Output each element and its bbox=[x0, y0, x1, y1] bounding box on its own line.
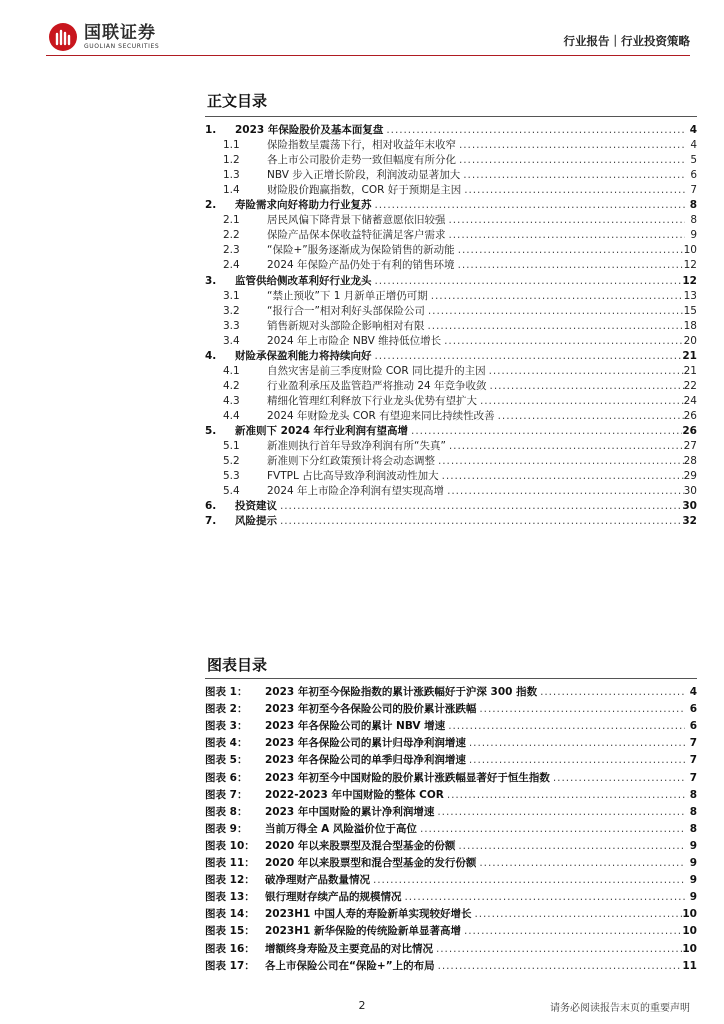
entry-text: 2024 年上市险企净利润有望实现高增 bbox=[267, 485, 445, 498]
entry-page: 15 bbox=[683, 304, 697, 317]
entry-text: 监管供给侧改革利好行业龙头 bbox=[235, 274, 372, 287]
entry-number: 2.4 bbox=[223, 259, 240, 272]
entry-text: “禁止预收”下 1 月新单正增仍可期 bbox=[267, 289, 428, 302]
entry-text: 销售新规对头部险企影响相对有限 bbox=[267, 319, 425, 332]
entry-page: 26 bbox=[683, 409, 697, 422]
disclaimer-text: 请务必阅读报告末页的重要声明 bbox=[550, 1003, 690, 1014]
entry-text: 2023 年各保险公司的累计归母净利润增速 bbox=[265, 737, 466, 750]
entry-page: 20 bbox=[683, 334, 697, 347]
entry-page: 30 bbox=[683, 485, 697, 498]
entry-text: 2023H1 新华保险的传统险新单显著高增 bbox=[265, 925, 461, 938]
entry-text: 破净理财产品数量情况 bbox=[265, 874, 370, 887]
entry-page: 10 bbox=[683, 244, 697, 257]
entry-text: 2024 年保险产品仍处于有利的销售环境 bbox=[267, 259, 455, 272]
entry-page: 32 bbox=[682, 515, 697, 528]
entry-number: 3. bbox=[205, 274, 217, 287]
figure-entry[interactable] bbox=[205, 954, 697, 973]
entry-number: 4.1 bbox=[223, 364, 240, 377]
report-type-label: 行业报告｜行业投资策略 bbox=[563, 34, 690, 48]
entry-page: 24 bbox=[683, 394, 697, 407]
entry-page: 4 bbox=[689, 686, 697, 698]
entry-text: 居民风偏下降背景下储蓄意愿依旧较强 bbox=[267, 214, 446, 227]
entry-page: 21 bbox=[682, 349, 697, 362]
entry-page: 28 bbox=[683, 455, 697, 468]
entry-text: 当前万得全 A 风险溢价位于高位 bbox=[265, 822, 417, 835]
entry-page: 10 bbox=[682, 942, 697, 955]
entry-number: 2.3 bbox=[223, 244, 240, 257]
entry-number: 1.2 bbox=[223, 154, 240, 167]
entry-page: 8 bbox=[690, 214, 697, 227]
entry-number: 图表 4： bbox=[205, 737, 248, 750]
entry-text: 风险提示 bbox=[235, 515, 277, 528]
entry-page: 5 bbox=[690, 154, 697, 167]
entry-page: 9 bbox=[689, 891, 697, 904]
entry-number: 图表 17： bbox=[205, 959, 255, 972]
entry-number: 5.1 bbox=[223, 440, 240, 453]
toc-chapter-entry[interactable] bbox=[205, 509, 697, 528]
entry-page: 8 bbox=[689, 199, 697, 212]
entry-number: 图表 2： bbox=[205, 703, 248, 716]
entry-text: 2024 年财险龙头 COR 有望迎来同比持续性改善 bbox=[267, 409, 495, 422]
entry-page: 4 bbox=[690, 139, 697, 152]
entry-page: 10 bbox=[682, 908, 697, 921]
entry-text: 2023 年中国财险的累计净利润增速 bbox=[265, 805, 435, 818]
entry-text: 自然灾害是前三季度财险 COR 同比提升的主因 bbox=[267, 364, 486, 377]
entry-page: 18 bbox=[683, 319, 697, 332]
entry-page: 7 bbox=[689, 754, 697, 767]
entry-text: NBV 步入正增长阶段，利润波动显著加大 bbox=[267, 169, 461, 182]
entry-text: FVTPL 占比高导致净利润波动性加大 bbox=[267, 470, 439, 483]
entry-page: 9 bbox=[689, 857, 697, 869]
entry-number: 图表 8： bbox=[205, 805, 248, 818]
entry-number: 1.4 bbox=[223, 184, 240, 197]
entry-text: 新准则执行首年导致净利润有所“失真” bbox=[267, 440, 446, 453]
entry-text: 2023 年各保险公司的累计 NBV 增速 bbox=[265, 720, 446, 733]
entry-number: 图表 16： bbox=[205, 942, 255, 955]
entry-text: 2023H1 中国人寿的寿险新单实现较好增长 bbox=[265, 908, 472, 921]
entry-text: 新准则下分红政策预计将会动态调整 bbox=[267, 455, 435, 468]
entry-number: 图表 6： bbox=[205, 771, 248, 784]
entry-page: 26 bbox=[682, 425, 697, 437]
entry-number: 1.1 bbox=[223, 139, 240, 152]
entry-page: 6 bbox=[689, 720, 697, 733]
entry-text: 2020 年以来股票型及混合型基金的份额 bbox=[265, 839, 456, 852]
logo-name-en: GUOLIAN SECURITIES bbox=[84, 42, 160, 50]
entry-text: 增额终身寿险及主要竞品的对比情况 bbox=[265, 942, 433, 955]
entry-number: 图表 11： bbox=[205, 857, 255, 869]
entry-number: 4.2 bbox=[223, 379, 240, 392]
entry-number: 2. bbox=[205, 199, 217, 212]
entry-text: 银行理财存续产品的规模情况 bbox=[265, 891, 402, 904]
entry-text: 2023 年初至今保险指数的累计涨跌幅好于沪深 300 指数 bbox=[265, 686, 538, 698]
entry-page: 30 bbox=[682, 500, 697, 513]
entry-number: 4.3 bbox=[223, 394, 240, 407]
entry-text: 财险承保盈利能力将持续向好 bbox=[235, 349, 372, 362]
entry-text: 精细化管理红利释放下行业龙头优势有望扩大 bbox=[267, 394, 477, 407]
entry-number: 图表 9： bbox=[205, 822, 248, 835]
entry-number: 4. bbox=[205, 349, 217, 362]
entry-text: 各上市保险公司在“保险+”上的布局 bbox=[265, 959, 435, 972]
dot-leader bbox=[435, 959, 683, 973]
entry-page: 7 bbox=[690, 184, 697, 197]
entry-text: 2020 年以来股票型和混合型基金的发行份额 bbox=[265, 857, 477, 869]
page-number: 2 bbox=[358, 999, 366, 1012]
entry-number: 5.3 bbox=[223, 470, 240, 483]
entry-page: 8 bbox=[689, 788, 697, 801]
entry-page: 6 bbox=[689, 703, 697, 716]
entry-number: 3.1 bbox=[223, 289, 240, 302]
entry-text: 2023 年保险股价及基本面复盘 bbox=[235, 124, 384, 136]
entry-page: 7 bbox=[689, 771, 697, 784]
toc-title: 正文目录 bbox=[207, 92, 268, 110]
entry-text: 保险产品保本保收益特征满足客户需求 bbox=[267, 229, 446, 242]
logo-name-cn: 国联证券 bbox=[84, 22, 156, 43]
entry-text: 寿险需求向好将助力行业复苏 bbox=[235, 199, 372, 212]
entry-text: 2024 年上市险企 NBV 维持低位增长 bbox=[267, 334, 442, 347]
entry-text: 财险股价跑赢指数，COR 好于预期是主因 bbox=[267, 184, 462, 197]
header-divider bbox=[46, 55, 690, 56]
entry-number: 4.4 bbox=[223, 409, 240, 422]
company-logo bbox=[48, 20, 159, 54]
entry-page: 21 bbox=[683, 364, 697, 377]
entry-number: 3.4 bbox=[223, 334, 240, 347]
entry-text: 行业盈利承压及监管趋严将推动 24 年竞争收敛 bbox=[267, 379, 487, 392]
entry-page: 4 bbox=[689, 124, 697, 136]
entry-page: 10 bbox=[682, 925, 697, 938]
entry-text: 2023 年各保险公司的单季归母净利润增速 bbox=[265, 754, 466, 767]
entry-page: 12 bbox=[682, 274, 697, 287]
entry-number: 图表 13： bbox=[205, 891, 255, 904]
entry-page: 9 bbox=[689, 839, 697, 852]
entry-number: 1.3 bbox=[223, 169, 240, 182]
entry-page: 9 bbox=[690, 229, 697, 242]
entry-page: 9 bbox=[689, 874, 697, 887]
toc-title-rule bbox=[205, 116, 697, 117]
entry-number: 5.4 bbox=[223, 485, 240, 498]
entry-number: 2.1 bbox=[223, 214, 240, 227]
entry-number: 图表 5： bbox=[205, 754, 248, 767]
entry-text: 新准则下 2024 年行业利润有望高增 bbox=[235, 425, 409, 437]
entry-number: 7. bbox=[205, 515, 217, 528]
entry-page: 27 bbox=[683, 440, 697, 453]
entry-text: 2023 年初至今中国财险的股价累计涨跌幅显著好于恒生指数 bbox=[265, 771, 550, 784]
entry-page: 8 bbox=[689, 805, 697, 818]
dot-leader bbox=[277, 514, 682, 528]
guolian-logo-icon bbox=[48, 22, 78, 52]
entry-page: 13 bbox=[683, 289, 697, 302]
entry-text: “报行合一”相对利好头部保险公司 bbox=[267, 304, 425, 317]
entry-page: 22 bbox=[683, 379, 697, 392]
entry-text: 2023 年初至今各保险公司的股价累计涨跌幅 bbox=[265, 703, 477, 716]
entry-text: 2022-2023 年中国财险的整体 COR bbox=[265, 788, 444, 801]
entry-number: 5. bbox=[205, 425, 217, 437]
entry-number: 图表 15： bbox=[205, 925, 255, 938]
entry-text: 投资建议 bbox=[235, 500, 277, 513]
entry-text: “保险+”服务逐渐成为保险销售的新动能 bbox=[267, 244, 455, 257]
figures-title-rule bbox=[205, 678, 697, 679]
entry-number: 图表 12： bbox=[205, 874, 255, 887]
entry-page: 29 bbox=[683, 470, 697, 483]
entry-number: 图表 7： bbox=[205, 788, 248, 801]
entry-text: 各上市公司股价走势一致但幅度有所分化 bbox=[267, 154, 456, 167]
entry-page: 7 bbox=[689, 737, 697, 750]
entry-page: 11 bbox=[682, 959, 697, 972]
entry-number: 3.3 bbox=[223, 319, 240, 332]
entry-number: 3.2 bbox=[223, 304, 240, 317]
entry-number: 图表 1： bbox=[205, 686, 248, 698]
entry-number: 5.2 bbox=[223, 455, 240, 468]
entry-number: 1. bbox=[205, 124, 217, 136]
figures-title: 图表目录 bbox=[207, 656, 268, 674]
entry-page: 12 bbox=[683, 259, 697, 272]
entry-number: 图表 10： bbox=[205, 839, 255, 852]
entry-page: 8 bbox=[689, 822, 697, 835]
entry-number: 图表 14： bbox=[205, 908, 255, 921]
entry-number: 图表 3： bbox=[205, 720, 248, 733]
entry-text: 保险指数呈震荡下行，相对收益年末收窄 bbox=[267, 139, 456, 152]
entry-number: 6. bbox=[205, 500, 217, 513]
entry-number: 2.2 bbox=[223, 229, 240, 242]
entry-page: 6 bbox=[690, 169, 697, 182]
